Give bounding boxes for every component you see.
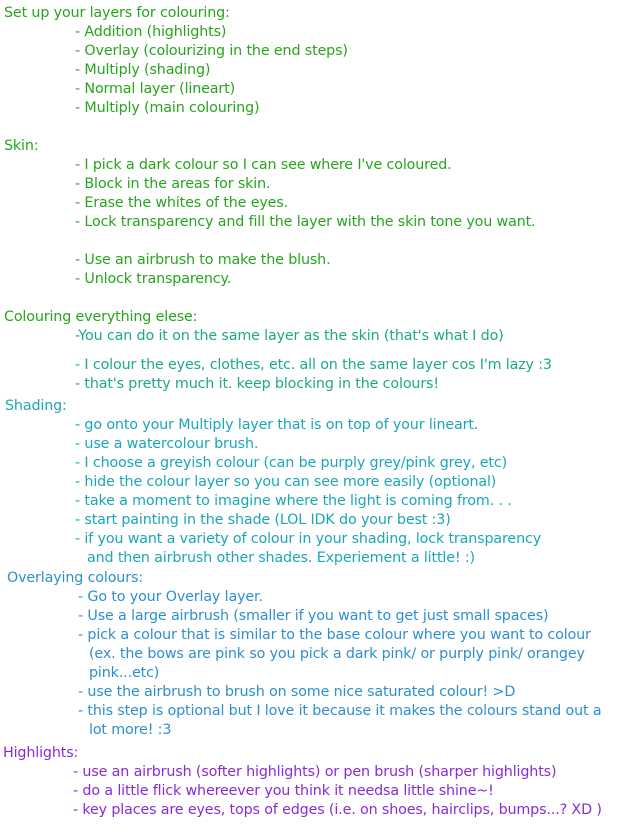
skin-item: - Use an airbrush to make the blush. (75, 252, 331, 268)
overlaying-item: pink...etc) (89, 665, 160, 681)
shading-item: - hide the colour layer so you can see more easily (optional) (75, 474, 497, 490)
skin-item: - I pick a dark colour so I can see where I've coloured. (75, 157, 452, 173)
layers-item: - Multiply (shading) (75, 62, 211, 78)
overlaying-item: - Use a large airbrush (smaller if you want to get just small spaces) (78, 608, 549, 624)
layers-item: - Addition (highlights) (75, 24, 227, 40)
everything-else-item: -You can do it on the same layer as the skin (that's what I do) (75, 328, 504, 344)
layers-item: - Overlay (colourizing in the end steps) (75, 43, 348, 59)
overlaying-item: (ex. the bows are pink so you pick a dark pink/ or purply pink/ orangey (89, 646, 585, 662)
skin-item: - Unlock transparency. (75, 271, 232, 287)
highlights-heading: Highlights: (3, 745, 79, 761)
skin-item: - Lock transparency and fill the layer with the skin tone you want. (75, 214, 536, 230)
shading-item: - I choose a greyish colour (can be purply grey/pink grey, etc) (75, 455, 508, 471)
shading-heading: Shading: (5, 398, 67, 414)
highlights-item: - do a little flick whereever you think it needsa little shine~! (73, 783, 494, 799)
layers-item: - Multiply (main colouring) (75, 100, 260, 116)
shading-item: - use a watercolour brush. (75, 436, 259, 452)
everything-else-item: - that's pretty much it. keep blocking in the colours! (75, 376, 439, 392)
overlaying-item: - pick a colour that is similar to the base colour where you want to colour (78, 627, 591, 643)
skin-item: - Block in the areas for skin. (75, 176, 271, 192)
shading-item: - start painting in the shade (LOL IDK do your best :3) (75, 512, 451, 528)
layers-item: - Normal layer (lineart) (75, 81, 235, 97)
everything-else-item: - I colour the eyes, clothes, etc. all on the same layer cos I'm lazy :3 (75, 357, 552, 373)
overlaying-item: - Go to your Overlay layer. (78, 589, 263, 605)
overlaying-heading: Overlaying colours: (7, 570, 143, 586)
shading-item: and then airbrush other shades. Experiement a little! :) (87, 550, 475, 566)
skin-heading: Skin: (4, 138, 39, 154)
highlights-item: - key places are eyes, tops of edges (i.e. on shoes, hairclips, bumps...? XD ) (73, 802, 602, 818)
skin-item: - Erase the whites of the eyes. (75, 195, 289, 211)
overlaying-item: lot more! :3 (89, 722, 172, 738)
overlaying-item: - use the airbrush to brush on some nice saturated colour! >D (78, 684, 516, 700)
overlaying-item: - this step is optional but I love it because it makes the colours stand out a (78, 703, 602, 719)
shading-item: - take a moment to imagine where the light is coming from. . . (75, 493, 512, 509)
highlights-item: - use an airbrush (softer highlights) or pen brush (sharper highlights) (73, 764, 557, 780)
layers-heading: Set up your layers for colouring: (4, 5, 230, 21)
shading-item: - if you want a variety of colour in your shading, lock transparency (75, 531, 542, 547)
everything-else-heading: Colouring everything elese: (4, 309, 198, 325)
shading-item: - go onto your Multiply layer that is on top of your lineart. (75, 417, 479, 433)
